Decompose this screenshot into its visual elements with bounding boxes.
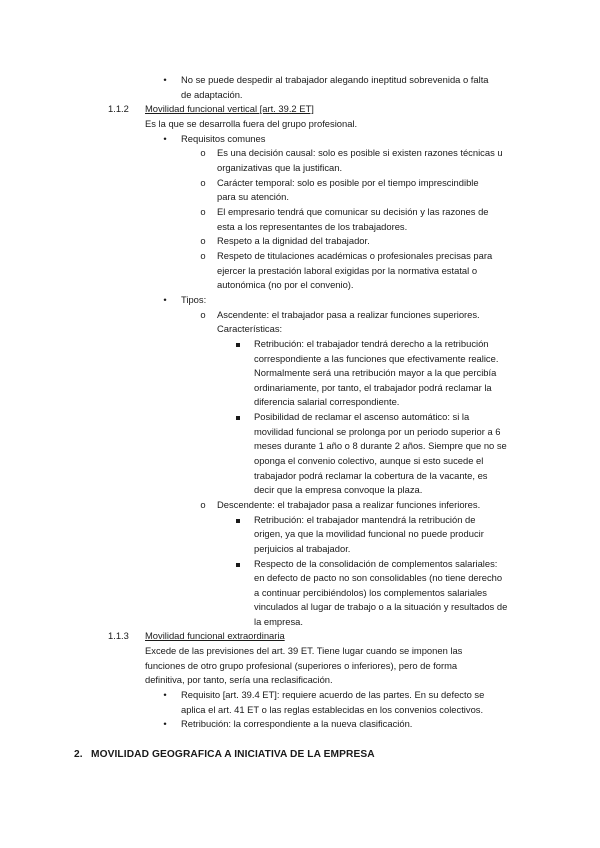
list-item-line: origen, ya que la movilidad funcional no puede producir <box>254 528 484 539</box>
section-number: 1.1.2 <box>108 103 129 114</box>
list-item-line: Descendente: el trabajador pasa a realizar funciones inferiores. <box>217 499 481 510</box>
heading-title: MOVILIDAD GEOGRAFICA A INICIATIVA DE LA EMPRESA <box>91 749 375 760</box>
bullet-dot: • <box>163 718 167 729</box>
list-item-line: Requisito [art. 39.4 ET]: requiere acuerdo de las partes. En su defecto se <box>181 689 485 700</box>
list-item-line: perjuicios al trabajador. <box>254 543 351 554</box>
list-item-line: meses durante 1 año o 8 durante 2 años. Siempre que no se <box>254 440 507 451</box>
paragraph-line: funciones de otro grupo profesional (superiores o inferiores), pero de forma <box>145 660 458 671</box>
list-item-line: Respecto de la consolidación de complementos salariales: <box>254 558 498 569</box>
list-item-line: Retribución: la correspondiente a la nueva clasificación. <box>181 718 413 729</box>
list-item-line: esta a los representantes de los trabajadores. <box>217 221 408 232</box>
bullet-circle: o <box>200 206 206 217</box>
list-item-line: la empresa. <box>254 616 303 627</box>
bullet-square <box>233 557 243 572</box>
section-title: Movilidad funcional extraordinaria <box>145 630 285 641</box>
list-item-line: oponga el convenio colectivo, aunque si esto sucede el <box>254 455 484 466</box>
section-number: 1.1.3 <box>108 630 129 641</box>
list-item-line: Respeto a la dignidad del trabajador. <box>217 235 370 246</box>
bullet-circle: o <box>200 177 206 188</box>
bullet-square <box>233 410 243 425</box>
paragraph-line: definitiva, por tanto, sería una reclasificación. <box>145 674 333 685</box>
list-item-line: Es una decisión causal: solo es posible si existen razones técnicas u <box>217 147 503 158</box>
bullet-square <box>233 337 243 352</box>
list-label: Tipos: <box>181 294 207 305</box>
list-item-line: Características: <box>217 323 283 334</box>
paragraph-line: Es la que se desarrolla fuera del grupo profesional. <box>145 118 358 129</box>
list-item-line: vinculados al lugar de trabajo o a la situación y resultados de <box>254 601 508 612</box>
list-item-line: ordinariamente, por tanto, el trabajador podrá reclamar la <box>254 382 492 393</box>
bullet-circle: o <box>200 309 206 320</box>
heading-number: 2. <box>74 749 83 760</box>
bullet-circle: o <box>200 499 206 510</box>
bullet-dot: • <box>163 689 167 700</box>
list-item-line: Carácter temporal: solo es posible por el tiempo imprescindible <box>217 177 479 188</box>
bullet-dot: • <box>163 74 167 85</box>
list-item-line: Normalmente será una retribución mayor a la que percibía <box>254 367 497 378</box>
bullet-circle: o <box>200 235 206 246</box>
list-item-line: trabajador podrá reclamar la cobertura de la vacante, es <box>254 470 488 481</box>
list-item-line: organizativas que la justifican. <box>217 162 343 173</box>
list-item-line: en defecto de pacto no son consolidables (no tiene derecho <box>254 572 503 583</box>
list-item-line: diferencia salarial correspondiente. <box>254 396 400 407</box>
list-item-line: Respeto de titulaciones académicas o profesionales precisas para <box>217 250 493 261</box>
list-item-line: Posibilidad de reclamar el ascenso automático: si la <box>254 411 470 422</box>
list-item-line: autonómica (no por el convenio). <box>217 279 354 290</box>
list-item-line: a continuar percibiéndolos) los complementos salariales <box>254 587 487 598</box>
section-title: Movilidad funcional vertical [art. 39.2 ET] <box>145 103 314 114</box>
list-item-line: movilidad funcional se prolonga por un periodo superior a 6 <box>254 426 501 437</box>
list-item-line: El empresario tendrá que comunicar su decisión y las razones de <box>217 206 489 217</box>
list-item-line: ejercer la prestación laboral exigidas por la normativa estatal o <box>217 265 478 276</box>
list-item-line: aplica el art. 41 ET o las reglas establecidas en los convenios colectivos. <box>181 704 484 715</box>
list-item-line: decir que la empresa convoque la plaza. <box>254 484 423 495</box>
bullet-square <box>233 513 243 528</box>
bullet-dot: • <box>163 133 167 144</box>
bullet-circle: o <box>200 147 206 158</box>
list-item-line: Ascendente: el trabajador pasa a realizar funciones superiores. <box>217 309 480 320</box>
list-label: Requisitos comunes <box>181 133 266 144</box>
bullet-dot: • <box>163 294 167 305</box>
bullet-circle: o <box>200 250 206 261</box>
paragraph-line: de adaptación. <box>181 89 243 100</box>
paragraph-line: Excede de las previsiones del art. 39 ET. Tiene lugar cuando se imponen las <box>145 645 463 656</box>
list-item-line: Retribución: el trabajador mantendrá la retribución de <box>254 514 476 525</box>
paragraph-line: No se puede despedir al trabajador alegando ineptitud sobrevenida o falta <box>181 74 489 85</box>
list-item-line: correspondiente a las funciones que efectivamente realice. <box>254 353 499 364</box>
list-item-line: Retribución: el trabajador tendrá derecho a la retribución <box>254 338 489 349</box>
list-item-line: para su atención. <box>217 191 289 202</box>
